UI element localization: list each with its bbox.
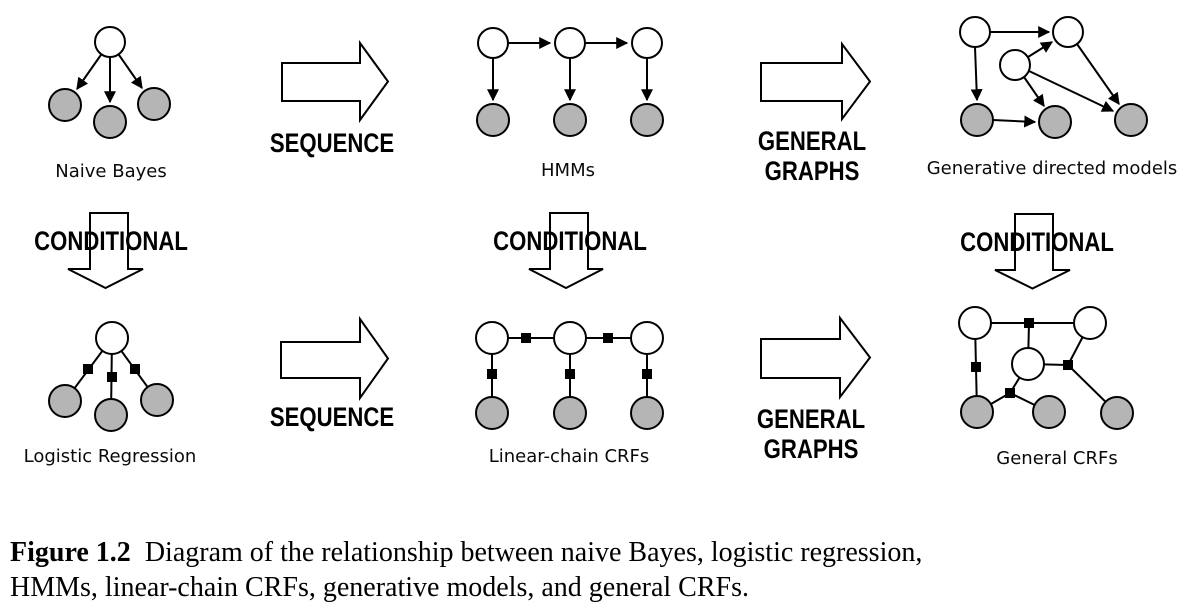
- general-graphs-label-top: GENERAL GRAPHS: [757, 126, 867, 186]
- hidden-node: [631, 322, 663, 354]
- factor-square: [521, 333, 531, 343]
- observed-node: [631, 397, 663, 429]
- caption-line-1: Figure 1.2 Diagram of the relationship between naive Bayes, logistic regression,: [10, 537, 923, 568]
- hmms-label: HMMs: [541, 160, 595, 181]
- sequence-arrow-top-icon: [282, 43, 388, 120]
- caption-line-2: HMMs, linear-chain CRFs, generative models, and general CRFs.: [10, 572, 749, 603]
- linear-chain-crf-graph: [476, 322, 663, 429]
- sequence-arrow-bottom-icon: [281, 319, 388, 398]
- factor-square: [1024, 318, 1034, 328]
- hidden-node: [554, 322, 586, 354]
- hmm-graph: [477, 28, 663, 136]
- general-crfs-label: General CRFs: [996, 448, 1118, 469]
- hidden-node: [555, 28, 585, 58]
- hidden-node: [1074, 307, 1106, 339]
- factor-square: [565, 369, 575, 379]
- factor-square: [487, 369, 497, 379]
- observed-node: [138, 88, 170, 120]
- general-crf-graph: [959, 307, 1133, 429]
- naive-bayes-graph: [49, 27, 170, 138]
- factor-square: [83, 364, 93, 374]
- hidden-node: [632, 28, 662, 58]
- figure-caption: [10, 535, 1170, 605]
- observed-node: [1033, 396, 1065, 428]
- naive-bayes-label: Naive Bayes: [55, 161, 167, 182]
- observed-node: [554, 104, 586, 136]
- sequence-label-bottom: SEQUENCE: [269, 402, 395, 432]
- conditional-label-right: CONDITIONAL: [960, 227, 1114, 257]
- hidden-node: [95, 27, 125, 57]
- hidden-node: [96, 322, 128, 354]
- general-graphs-arrow-top-icon: [761, 44, 870, 119]
- observed-node: [477, 104, 509, 136]
- observed-node: [49, 89, 81, 121]
- general-graphs-label-bottom: GENERAL GRAPHS: [756, 404, 866, 464]
- generative-directed-models-label: Generative directed models: [926, 158, 1178, 179]
- observed-node: [961, 396, 993, 428]
- hidden-node: [959, 307, 991, 339]
- sequence-label-top: SEQUENCE: [269, 128, 395, 158]
- factor-square: [971, 362, 981, 372]
- factor-square: [642, 369, 652, 379]
- hidden-node: [1053, 17, 1083, 47]
- observed-node: [961, 104, 993, 136]
- observed-node: [631, 104, 663, 136]
- factor-square: [130, 364, 140, 374]
- observed-node: [554, 397, 586, 429]
- observed-node: [95, 399, 127, 431]
- general-graphs-arrow-bottom-icon: [761, 318, 870, 397]
- logistic-regression-label: Logistic Regression: [23, 446, 197, 467]
- observed-node: [1101, 397, 1133, 429]
- factor-square: [107, 372, 117, 382]
- observed-node: [94, 106, 126, 138]
- conditional-label-left: CONDITIONAL: [34, 226, 188, 256]
- factor-square: [1005, 388, 1015, 398]
- hidden-node: [1000, 50, 1030, 80]
- generative-directed-graph: [960, 17, 1147, 138]
- factor-square: [1063, 360, 1073, 370]
- hidden-node: [960, 17, 990, 47]
- hidden-node: [476, 322, 508, 354]
- observed-node: [1115, 104, 1147, 136]
- factor-square: [603, 333, 613, 343]
- observed-node: [141, 384, 173, 416]
- figure-number: Figure 1.2: [10, 537, 131, 568]
- conditional-label-middle: CONDITIONAL: [493, 226, 647, 256]
- hidden-node: [1012, 348, 1044, 380]
- observed-node: [1039, 106, 1071, 138]
- linear-chain-crfs-label: Linear-chain CRFs: [488, 446, 650, 467]
- logistic-regression-graph: [49, 322, 173, 431]
- hidden-node: [478, 28, 508, 58]
- observed-node: [476, 397, 508, 429]
- observed-node: [49, 385, 81, 417]
